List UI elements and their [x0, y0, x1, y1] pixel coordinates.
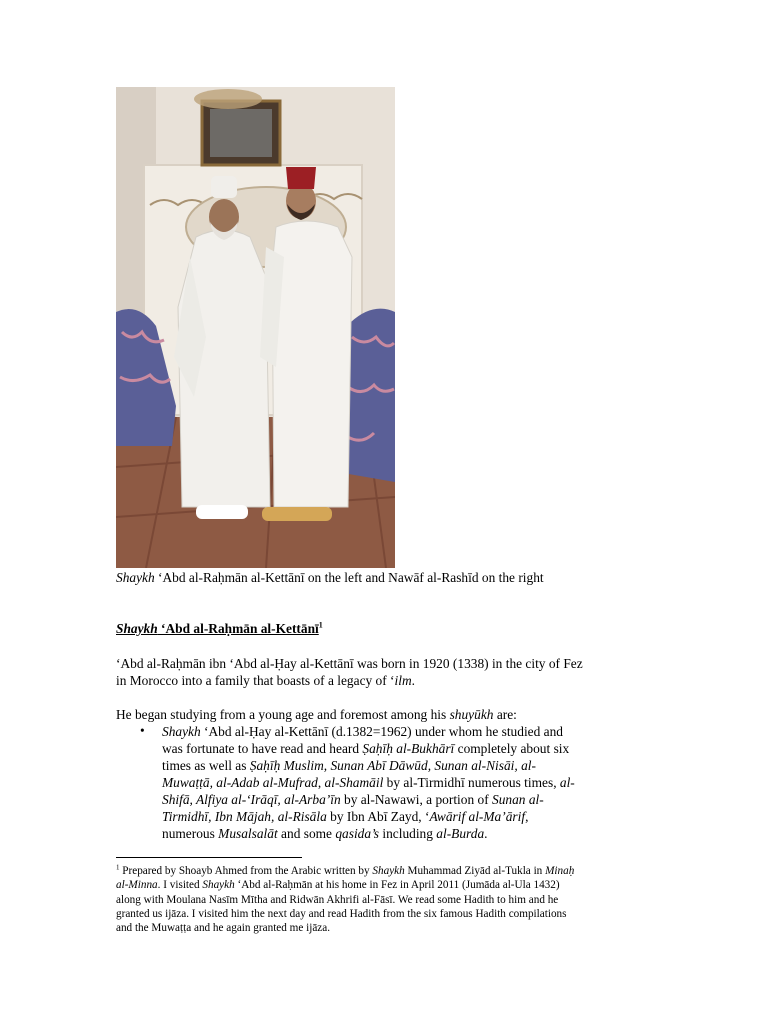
para2-end: are:	[493, 707, 517, 722]
bullet-l5-italic: Shifā, Alfiya al-‘Irāqī, al-Arba’īn	[162, 792, 341, 807]
bullet-l6-end: ,	[525, 809, 529, 824]
para2-start: He began studying from a young age and foremost among his	[116, 707, 450, 722]
footnote-l1-italic: Shaykh	[372, 865, 405, 877]
bullet-line-6	[162, 808, 632, 825]
footnote-l2-italic2: Shaykh	[202, 879, 235, 892]
bullet-l5-rest: by al-Nawawi, a portion of	[340, 792, 493, 807]
bullet-l7-mid2: including	[379, 826, 437, 841]
bullet-l6-italic2: Awārif al-Ma’ārif	[429, 809, 526, 824]
footnote-l1-start: Prepared by Shoayb Ahmed from the Arabic written by	[119, 865, 373, 877]
footnote-number: 1	[116, 863, 120, 872]
bullet-l7-end: .	[484, 826, 488, 841]
footnote-separator	[116, 857, 302, 858]
birth-paragraph	[116, 655, 736, 689]
bullet-l2: was fortunate to have read and heard	[162, 741, 363, 756]
heading-italic: Shaykh	[116, 621, 158, 636]
bullet-l1-rest: ‘Abd al-Ḥay al-Kettānī (d.1382=1962) under whom he studied and	[200, 724, 563, 739]
bullet-l7-italic2: qasida’s	[335, 826, 380, 841]
bullet-l5-italic2: Sunan al-	[492, 792, 544, 807]
bullet-line-5	[162, 791, 632, 808]
picture-inner	[210, 109, 272, 157]
para1-line-2-text: in Morocco into a family that boasts of a legacy of ‘	[116, 673, 395, 688]
bullet-l2-end: completely about six	[454, 741, 570, 756]
footnote	[116, 864, 656, 935]
bullet-l3-italic: Ṣaḥīḥ Muslim, Sunan Abī Dāwūd, Sunan al-Nisāi, al-	[249, 758, 536, 773]
bullet-line-1	[162, 723, 632, 740]
footnote-line-2	[116, 878, 656, 892]
footnote-line-5: and the Muwaṭṭa and he again granted me ijāza.	[116, 922, 331, 935]
para1-italic-word: ilm	[394, 673, 412, 688]
bullet-l4-comma: ,	[317, 775, 325, 790]
left-man-shoes	[196, 505, 248, 519]
bullet-l3-start: times as well as	[162, 758, 250, 773]
section-heading	[116, 620, 736, 638]
footnote-line-1	[116, 864, 656, 878]
bullet-l4-italic2: al-Shamāil	[324, 775, 384, 790]
bullet-l7-start: numerous	[162, 826, 219, 841]
left-man-cap	[211, 176, 237, 198]
bullet-l7-mid: and some	[277, 826, 336, 841]
para1-end: .	[411, 673, 416, 688]
para1-line-1: ‘Abd al-Raḥmān ibn ‘Abd al-Ḥay al-Kettānī was born in 1920 (1338) in the city of Fez	[116, 656, 583, 671]
footnote-l2-mid: . I visited	[157, 879, 203, 892]
bullet-l6-mid: by Ibn Abī Zayd, ‘	[326, 809, 430, 824]
bullet-item-text	[162, 723, 632, 842]
footnote-l2-italic: al-Minna	[116, 879, 158, 892]
footnote-l2-end: ‘Abd al-Raḥmān at his home in Fez in April 2011 (Jumāda al-Ula 1432)	[234, 879, 560, 892]
footnote-l1-italic2: Minaḥ	[545, 865, 575, 877]
photo-caption	[116, 569, 736, 587]
studies-paragraph	[116, 706, 736, 723]
footnote-l1-mid: Muhammad Ziyād al-Tukla in	[404, 865, 546, 877]
para1-line-2	[116, 672, 736, 689]
bullet-l4-mid: by al-Tirmidhī numerous times,	[383, 775, 560, 790]
bullet-l7-italic3: al-Burda	[436, 826, 485, 841]
right-man-fez	[286, 167, 316, 189]
bullet-l1-italic: Shaykh	[162, 724, 201, 739]
para2-italic-word: shuyūkh	[449, 707, 494, 722]
heading-name: ‘Abd al-Raḥmān al-Kettānī	[157, 621, 319, 636]
bullet-marker: •	[140, 723, 145, 738]
bullet-line-7	[162, 825, 632, 842]
bullet-l6-italic: Tirmidhī, Ibn Mājah, al-Risāla	[162, 809, 327, 824]
footnote-line-4: granted us ijāza. I visited him the next day and read Hadith from the six famous Hadith compilations	[116, 907, 567, 920]
right-man-shoes	[262, 507, 332, 521]
footnote-line-3: along with Moulana Nasīm Mītha and Ridwān Akhrifi al-Fāsī. We read some Hadith to him and he	[116, 893, 559, 906]
footnote-ref[interactable]: 1	[318, 620, 323, 630]
bullet-l4-italic3: al-	[559, 775, 575, 790]
bullet-line-4	[162, 774, 632, 791]
bullet-l4-italic: Muwaṭṭā, al-Adab al-Mufrad	[162, 775, 318, 790]
bullet-line-2	[162, 740, 632, 757]
caption-title-italic: Shaykh	[116, 570, 155, 585]
right-man-robe	[272, 221, 352, 507]
caption-text: ‘Abd al-Raḥmān al-Kettānī on the left and Nawāf al-Rashīd on the right	[154, 570, 544, 585]
heading-underlined	[116, 621, 319, 636]
chandelier	[194, 89, 262, 109]
photograph	[116, 87, 395, 568]
bullet-l2-italic: Ṣaḥīḥ al-Bukhārī	[362, 741, 455, 756]
bullet-line-3	[162, 757, 632, 774]
bullet-l7-italic: Musalsalāt	[218, 826, 278, 841]
